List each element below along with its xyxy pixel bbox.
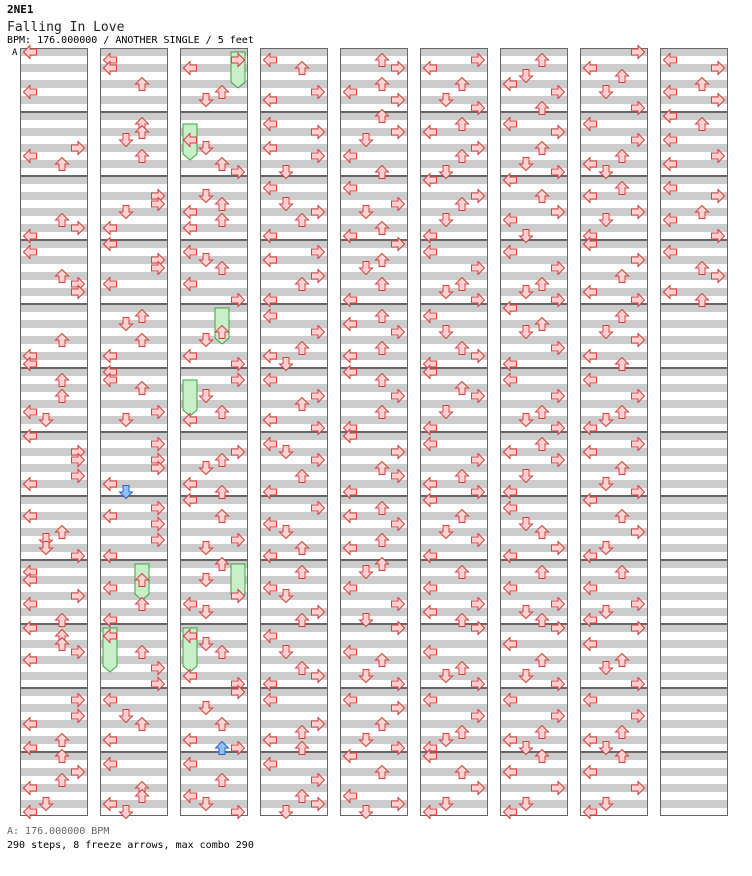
measure-stripe bbox=[420, 336, 488, 344]
measure-stripe bbox=[20, 128, 88, 136]
measure-stripe bbox=[500, 144, 568, 152]
measure-stripe bbox=[660, 688, 728, 696]
measure-stripe bbox=[660, 368, 728, 376]
measure-stripe bbox=[660, 704, 728, 712]
measure-stripe bbox=[20, 192, 88, 200]
measure-stripe bbox=[660, 320, 728, 328]
section-marker: A bbox=[12, 48, 18, 58]
measure-stripe bbox=[660, 448, 728, 456]
measure-stripe bbox=[660, 304, 728, 312]
measure-stripe bbox=[660, 768, 728, 776]
measure-stripe bbox=[20, 384, 88, 392]
measure-stripe bbox=[180, 320, 248, 328]
measure-stripe bbox=[660, 352, 728, 360]
measure-stripe bbox=[20, 672, 88, 680]
measure-stripe bbox=[180, 432, 248, 440]
measure-stripe bbox=[660, 736, 728, 744]
measure-stripe bbox=[20, 208, 88, 216]
measure-stripe bbox=[660, 656, 728, 664]
measure-stripe bbox=[420, 512, 488, 520]
chart-info: BPM: 176.000000 / ANOTHER SINGLE / 5 feet bbox=[7, 35, 254, 46]
measure-stripe bbox=[660, 784, 728, 792]
measure-stripe bbox=[660, 336, 728, 344]
measure-stripe bbox=[100, 128, 168, 136]
measure-stripe bbox=[340, 720, 408, 728]
measure-stripe bbox=[340, 768, 408, 776]
measure-stripe bbox=[660, 720, 728, 728]
measure-stripe bbox=[180, 336, 248, 344]
measure-stripe bbox=[660, 480, 728, 488]
measure-stripe bbox=[340, 48, 408, 56]
song-title: Falling In Love bbox=[7, 20, 125, 35]
measure-stripe bbox=[180, 112, 248, 120]
measure-stripe bbox=[20, 336, 88, 344]
measure-stripe bbox=[660, 672, 728, 680]
measure-stripe bbox=[660, 608, 728, 616]
freeze-arrow bbox=[183, 380, 197, 416]
measure-stripe bbox=[500, 320, 568, 328]
measure-stripe bbox=[340, 560, 408, 568]
measure-stripe bbox=[660, 496, 728, 504]
measure-stripe bbox=[100, 304, 168, 312]
measure-stripe bbox=[580, 176, 648, 184]
step-stats: 290 steps, 8 freeze arrows, max combo 290 bbox=[7, 840, 254, 851]
measure-stripe bbox=[420, 768, 488, 776]
measure-stripe bbox=[180, 704, 248, 712]
measure-stripe bbox=[420, 80, 488, 88]
measure-stripe bbox=[500, 752, 568, 760]
measure-stripe bbox=[260, 656, 328, 664]
measure-stripe bbox=[100, 160, 168, 168]
measure-stripe bbox=[580, 272, 648, 280]
measure-stripe bbox=[100, 80, 168, 88]
bpm-summary: A: 176.000000 BPM bbox=[7, 826, 110, 837]
measure-stripe bbox=[660, 752, 728, 760]
measure-stripe bbox=[340, 256, 408, 264]
measure-stripe bbox=[580, 464, 648, 472]
measure-stripe bbox=[100, 176, 168, 184]
measure-stripe bbox=[100, 96, 168, 104]
measure-stripe bbox=[20, 112, 88, 120]
measure-stripe bbox=[20, 304, 88, 312]
measure-stripe bbox=[660, 384, 728, 392]
measure-stripe bbox=[580, 80, 648, 88]
measure-stripe bbox=[20, 496, 88, 504]
measure-stripe bbox=[660, 624, 728, 632]
measure-stripe bbox=[660, 400, 728, 408]
artist-name: 2NE1 bbox=[7, 3, 34, 16]
measure-stripe bbox=[660, 464, 728, 472]
measure-stripe bbox=[20, 64, 88, 72]
measure-stripe bbox=[580, 512, 648, 520]
measure-stripe bbox=[660, 592, 728, 600]
measure-stripe bbox=[500, 528, 568, 536]
measure-stripe bbox=[100, 720, 168, 728]
measure-stripe bbox=[580, 752, 648, 760]
measure-stripe bbox=[180, 192, 248, 200]
measure-stripe bbox=[660, 416, 728, 424]
measure-stripe bbox=[420, 160, 488, 168]
measure-stripe bbox=[100, 144, 168, 152]
measure-stripe bbox=[500, 64, 568, 72]
measure-stripe bbox=[500, 192, 568, 200]
measure-stripe bbox=[20, 528, 88, 536]
measure-stripe bbox=[20, 320, 88, 328]
measure-stripe bbox=[340, 272, 408, 280]
measure-stripe bbox=[660, 560, 728, 568]
measure-stripe bbox=[660, 544, 728, 552]
measure-stripe bbox=[100, 336, 168, 344]
measure-stripe bbox=[180, 96, 248, 104]
measure-stripe bbox=[660, 512, 728, 520]
measure-stripe bbox=[180, 512, 248, 520]
measure-stripe bbox=[100, 784, 168, 792]
measure-stripe bbox=[660, 528, 728, 536]
measure-stripe bbox=[660, 800, 728, 808]
measure-stripe bbox=[580, 656, 648, 664]
measure-stripe bbox=[580, 320, 648, 328]
measure-stripe bbox=[420, 208, 488, 216]
measure-stripe bbox=[660, 432, 728, 440]
measure-stripe bbox=[500, 656, 568, 664]
measure-stripe bbox=[100, 320, 168, 328]
measure-stripe bbox=[20, 176, 88, 184]
measure-stripe bbox=[180, 464, 248, 472]
measure-stripe bbox=[100, 112, 168, 120]
measure-stripe bbox=[180, 720, 248, 728]
measure-stripe bbox=[340, 112, 408, 120]
measure-stripe bbox=[660, 640, 728, 648]
measure-stripe bbox=[500, 48, 568, 56]
measure-stripe bbox=[660, 576, 728, 584]
